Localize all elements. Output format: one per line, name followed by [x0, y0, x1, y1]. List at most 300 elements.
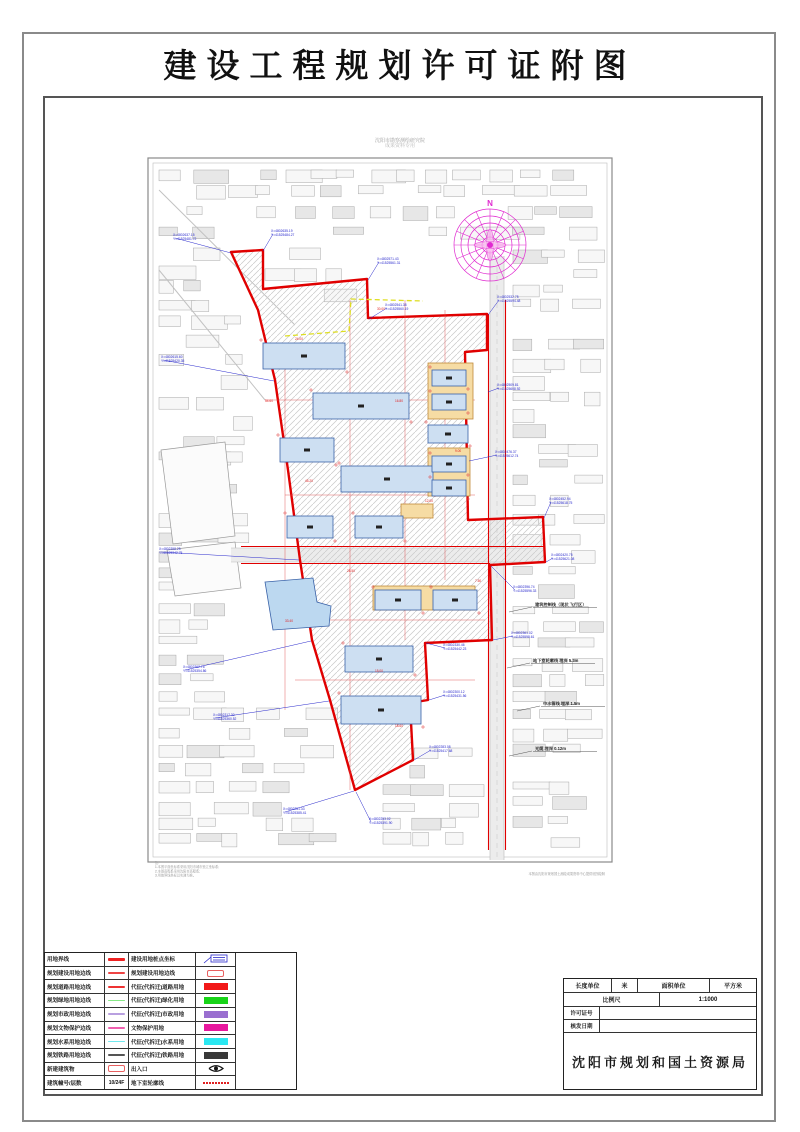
callout-y-label: Y=41525484.27: [271, 233, 295, 237]
city-block: [570, 227, 597, 240]
callout-x-label: X=4802330.46: [443, 643, 465, 647]
city-block: [296, 207, 316, 219]
city-block: [544, 285, 563, 292]
building-core: [358, 405, 364, 408]
note-left-line: 2.本图高程系采用沈阳市高程系;: [155, 869, 200, 874]
legend-left-cell: [45, 1076, 105, 1089]
legend-fill-symbol: [204, 983, 228, 990]
legend-outline-symbol: [108, 1065, 125, 1072]
callout-y-label: Y=41525612.74: [495, 454, 519, 458]
city-block: [573, 299, 601, 308]
callout-x-label: X=4802317.30: [213, 713, 235, 717]
dimension-value: 18.60: [395, 724, 403, 728]
callout-x-label: X=4802532.75: [497, 295, 519, 299]
city-block: [159, 280, 173, 293]
city-block: [187, 655, 223, 664]
city-block: [253, 802, 281, 816]
city-block: [333, 227, 363, 234]
legend-right-label: 代征(代拆迁)绿化用地: [131, 998, 185, 1005]
legend-right-label: 地下室轮廓线: [131, 1080, 165, 1087]
city-block: [571, 551, 595, 564]
legend-right-cell: [129, 1035, 196, 1048]
legend-right-label: 规划建设用地边线: [131, 971, 176, 978]
city-block: [214, 802, 248, 814]
legend-right-symbol-cell: [196, 994, 236, 1007]
annotation-text: 建筑控制线（现状 飞行区）: [535, 602, 587, 607]
callout-y-label: Y=41525621.08: [551, 557, 575, 561]
city-block: [551, 186, 587, 196]
legend-left-cell: [45, 953, 105, 966]
annotation-text: 中水管线 埋深 1.5m: [543, 701, 580, 706]
dimension-value: 24.00: [295, 337, 303, 341]
city-block: [187, 207, 202, 215]
city-block: [279, 833, 314, 844]
legend-left-label: 新建建筑物: [47, 1066, 75, 1073]
city-block: [436, 207, 454, 218]
legend-table: [44, 952, 297, 1090]
callout-x-label: X=4802452.94: [549, 497, 571, 501]
city-block: [224, 316, 240, 324]
legend-left-label: 用地界线: [47, 957, 70, 964]
city-block: [410, 785, 443, 796]
legend-line-symbol: [108, 1013, 125, 1015]
city-block: [198, 818, 215, 826]
legend-right-label: 建设用地桩点坐标: [131, 957, 176, 964]
legend-left-symbol-cell: [105, 967, 129, 980]
legend-left-cell: [45, 967, 105, 980]
city-block: [413, 832, 429, 846]
legend-outline-symbol: [207, 970, 224, 977]
city-block: [383, 804, 415, 812]
callout-y-label: Y=41525596.33: [513, 589, 537, 593]
legend-row: [45, 1063, 236, 1077]
legend-left-symbol-cell: [105, 1063, 129, 1076]
city-block: [358, 186, 383, 194]
city-block: [159, 802, 190, 815]
city-block: [228, 186, 257, 198]
city-block: [545, 359, 564, 370]
city-block: [333, 207, 355, 219]
legend-left-label: 建筑幢号/层数: [47, 1080, 82, 1087]
site-plan-svg: [145, 150, 617, 880]
legend-left-symbol-cell: [105, 1049, 129, 1062]
city-block: [185, 763, 211, 776]
permit-no-value: [600, 1007, 756, 1019]
city-block: [192, 301, 209, 312]
legend-right-label: 代征(代拆迁)道路用地: [131, 984, 185, 991]
city-block: [159, 582, 174, 590]
legend-row: [45, 994, 236, 1008]
legend-line-symbol: [108, 1000, 125, 1002]
city-block: [513, 392, 550, 401]
building-core: [395, 599, 401, 602]
dimension-value: 54.60: [265, 399, 273, 403]
legend-left-cell: [45, 1063, 105, 1076]
callout-x-label: X=4802300.12: [443, 690, 465, 694]
city-block: [544, 729, 568, 741]
legend-row: [45, 980, 236, 994]
legend-right-label: 文物保护用地: [131, 1025, 165, 1032]
city-block: [568, 445, 597, 457]
annotation-text: 光缆 埋深 0.12m: [535, 746, 566, 751]
legend-row: [45, 1008, 236, 1022]
city-block: [550, 535, 580, 545]
city-block: [326, 269, 342, 283]
city-block: [226, 354, 242, 364]
building-core: [445, 433, 451, 436]
callout-x-label: X=4802635.19: [271, 229, 293, 233]
city-block: [290, 248, 321, 260]
city-block: [191, 674, 213, 681]
city-block: [585, 675, 604, 686]
legend-fill-symbol: [204, 1011, 228, 1018]
city-block: [444, 186, 465, 197]
city-block: [568, 729, 602, 738]
callout-y-label: Y=41525608.92: [497, 387, 521, 391]
callout-x-label: X=4802571.43: [377, 257, 399, 261]
city-block: [301, 745, 334, 758]
legend-left-cell: [45, 1022, 105, 1035]
city-block: [429, 227, 447, 236]
city-block: [292, 818, 313, 831]
city-block: [159, 316, 180, 327]
city-block: [320, 186, 341, 197]
city-block: [513, 566, 532, 574]
issue-date-value: [600, 1020, 756, 1032]
note-left-line: 1.本图平面坐标系采用沈阳市城市独立坐标系;: [155, 865, 220, 870]
city-block: [295, 269, 317, 282]
length-unit-value: 米: [612, 979, 638, 992]
building-core: [452, 599, 458, 602]
legend-fill-symbol: [204, 997, 228, 1004]
dimension-value: 33.40: [285, 619, 293, 623]
dimension-value: 9.00: [455, 449, 462, 453]
dimension-value: 15.00: [375, 669, 383, 673]
building-core: [376, 526, 382, 529]
site-plan-map: [145, 150, 617, 880]
legend-line-symbol: [108, 1041, 125, 1043]
city-block: [193, 248, 220, 260]
city-block: [159, 636, 197, 643]
city-block: [195, 692, 225, 702]
city-block: [196, 782, 214, 793]
city-block: [189, 620, 208, 629]
callout-y-label: Y=41525391.90: [369, 821, 393, 825]
callout-x-label: X=4802476.37: [495, 450, 517, 454]
city-block: [514, 186, 547, 197]
map-stamp-line2: 成果资料专用: [384, 143, 415, 149]
legend-row: [45, 1076, 236, 1089]
scale-value: 1:1000: [698, 996, 718, 1003]
legend-right-cell: [129, 953, 196, 966]
legend-right-cell: [129, 967, 196, 980]
city-block: [159, 620, 180, 633]
city-block: [580, 622, 604, 633]
city-block: [574, 514, 604, 523]
city-block: [261, 170, 276, 180]
city-block: [490, 170, 513, 182]
city-block: [574, 270, 597, 278]
city-block: [450, 804, 479, 818]
callout-x-label: X=4802362.78: [183, 665, 205, 669]
city-block: [446, 832, 463, 844]
city-block: [229, 782, 256, 792]
legend-right-label: 代征(代拆迁)水系用地: [131, 1039, 185, 1046]
legend-right-cell: [129, 1008, 196, 1021]
city-block: [194, 170, 229, 183]
callout-y-label: Y=41525431.56: [443, 694, 467, 698]
city-block: [255, 186, 269, 195]
city-block: [187, 745, 224, 757]
legend-line-symbol: [108, 1027, 125, 1029]
entrance-eye-icon: [208, 1064, 224, 1073]
city-block: [229, 728, 250, 739]
dimension-value: 12.00: [425, 499, 433, 503]
legend-line-symbol: [108, 1054, 125, 1056]
compass-center: [487, 242, 493, 248]
callout-y-label: Y=41525360.52: [213, 717, 237, 721]
legend-row: [45, 967, 236, 981]
legend-row: [45, 1035, 236, 1049]
building-core: [376, 658, 382, 661]
legend-line-symbol: [108, 986, 125, 988]
north-label: N: [487, 199, 493, 208]
callout-x-label: X=4802420.75: [551, 553, 573, 557]
city-block: [159, 301, 195, 311]
legend-left-label: 规划铁路用地边线: [47, 1053, 92, 1060]
city-block: [581, 359, 601, 372]
legend-right-symbol-cell: [196, 980, 236, 993]
legend-line-symbol: [108, 972, 125, 974]
city-block: [513, 339, 532, 350]
city-block: [520, 170, 540, 178]
legend-row: [45, 1049, 236, 1063]
city-block: [513, 495, 535, 505]
legend-right-symbol-cell: [196, 1049, 236, 1062]
building-core: [446, 487, 452, 490]
city-block: [544, 622, 576, 632]
legend-right-symbol-cell: [196, 1022, 236, 1035]
building-core: [446, 377, 452, 380]
city-block: [309, 833, 336, 841]
note-left-line: 注:: [155, 861, 160, 865]
note-right: 本图由沈阳市规划国土测绘成果资料中心提供底图绘制: [528, 872, 605, 876]
city-block: [513, 816, 542, 827]
city-block: [194, 604, 225, 616]
city-block: [412, 818, 441, 830]
legend-left-cell: [45, 1035, 105, 1048]
page-title: 建设工程规划许可证附图: [163, 49, 637, 85]
city-block: [257, 708, 280, 719]
city-block: [513, 675, 542, 687]
callout-y-label: Y=41525385.41: [283, 811, 307, 815]
map-stamp-line1: 沈阳市勘察测绘研究院: [374, 138, 425, 144]
legend-left-label: 规划绿地用地边线: [47, 998, 92, 1005]
callout-y-label: Y=41525354.86: [183, 669, 207, 673]
city-block: [565, 709, 591, 719]
legend-text-symbol: 10/24F: [108, 1079, 125, 1086]
city-block: [540, 460, 568, 468]
city-block: [549, 782, 569, 794]
legend-left-symbol-cell: [105, 953, 129, 966]
city-block: [284, 728, 307, 736]
city-block: [513, 410, 534, 423]
building-core: [304, 449, 310, 452]
issue-date-label: 核发日期: [564, 1020, 600, 1032]
building-core: [446, 463, 452, 466]
dimension-value: 7.50: [475, 579, 482, 583]
city-block: [578, 250, 604, 262]
city-block: [192, 316, 228, 330]
dimension-value: 16.80: [395, 399, 403, 403]
city-block: [159, 818, 193, 830]
dimension-value: 45.20: [305, 479, 313, 483]
city-block: [196, 397, 223, 410]
city-block: [263, 782, 289, 793]
city-block: [584, 392, 600, 406]
city-block: [513, 782, 550, 789]
city-block: [550, 675, 565, 687]
callout-x-label: X=4802283.08: [429, 745, 451, 749]
city-block: [441, 818, 455, 827]
city-block: [159, 170, 180, 181]
legend-left-symbol-cell: [105, 1035, 129, 1048]
callout-y-label: Y=41525417.68: [429, 749, 453, 753]
city-block: [553, 170, 574, 180]
legend-left-cell: [45, 994, 105, 1007]
legend-right-symbol-cell: [196, 1076, 236, 1089]
city-block: [234, 417, 253, 431]
coordinate-callout-icon: [203, 954, 229, 964]
city-block: [551, 392, 569, 401]
callout-y-label: Y=41525342.75: [159, 551, 183, 555]
legend-left-symbol-cell: [105, 1076, 129, 1089]
building-core: [378, 709, 384, 712]
city-block: [538, 585, 574, 599]
city-block: [549, 566, 575, 574]
legend-fill-symbol: [204, 1038, 228, 1045]
building-core: [384, 478, 390, 481]
note-left-line: 3.用地界线坐标以实测为准。: [155, 873, 196, 878]
city-block: [159, 728, 179, 738]
city-block: [512, 227, 544, 234]
legend-dash-symbol: [203, 1082, 229, 1084]
city-block: [274, 763, 304, 773]
legend-row: [45, 953, 236, 967]
callout-y-label: Y=41525420.35: [161, 359, 185, 363]
city-block: [541, 299, 559, 311]
city-block: [266, 818, 283, 831]
legend-left-label: 规划建设用地边线: [47, 971, 92, 978]
city-block: [383, 832, 411, 844]
legend-fill-symbol: [204, 1052, 228, 1059]
legend-right-cell: [129, 1022, 196, 1035]
map-notes: [155, 860, 606, 878]
legend-right-cell: [129, 1063, 196, 1076]
legend-left-symbol-cell: [105, 980, 129, 993]
city-block: [159, 604, 191, 614]
callout-x-label: X=4802637.15: [173, 233, 195, 237]
legend-left-cell: [45, 1049, 105, 1062]
legend-left-label: 规划道路用地边线: [47, 984, 92, 991]
legend-right-label: 代征(代拆迁)市政用地: [131, 1012, 185, 1019]
callout-x-label: X=4802615.60: [161, 355, 183, 359]
city-block: [159, 763, 174, 771]
city-block: [311, 170, 337, 178]
legend-right-symbol-cell: [196, 1063, 236, 1076]
compass-icon: [454, 209, 526, 281]
callout-x-label: X=4802398.25: [159, 547, 181, 551]
legend-right-symbol-cell: [196, 953, 236, 966]
city-block: [551, 838, 580, 847]
area-unit-label: 面积单位: [638, 979, 710, 992]
callout-y-label: Y=41525560.19: [385, 307, 409, 311]
city-block: [159, 708, 190, 715]
callout-y-label: Y=41525594.48: [497, 299, 521, 303]
legend-right-cell: [129, 1076, 196, 1089]
city-block: [159, 692, 177, 701]
city-block: [513, 709, 531, 718]
legend-right-cell: [129, 980, 196, 993]
legend-line-symbol: [108, 958, 125, 961]
city-block: [548, 816, 568, 823]
scale-label: 比例尺: [564, 993, 660, 1006]
legend-left-label: 规划文物保护边线: [47, 1025, 92, 1032]
callout-y-label: Y=41525618.75: [549, 501, 573, 505]
legend-right-label: 出入口: [131, 1066, 148, 1073]
building-core: [446, 401, 452, 404]
legend-empty-cell: [236, 953, 296, 1089]
dimension-value: 28.50: [347, 569, 355, 573]
legend-right-symbol-cell: [196, 1035, 236, 1048]
callout-y-label: Y=41525598.61: [511, 635, 535, 639]
city-block: [243, 763, 264, 773]
area-unit-value: 平方米: [723, 984, 742, 990]
city-block: [575, 475, 603, 483]
legend-right-label: 代征(代拆迁)铁路用地: [131, 1053, 185, 1060]
city-block: [410, 766, 425, 779]
city-block: [560, 207, 592, 218]
permit-no-label: 许可证号: [564, 1007, 600, 1019]
city-block: [508, 207, 532, 220]
building-retained: [401, 504, 433, 518]
legend-right-cell: [129, 994, 196, 1007]
legend-rows: [45, 953, 236, 1089]
legend-right-cell: [129, 1049, 196, 1062]
callout-y-label: Y=41525481.72: [173, 237, 197, 241]
city-block: [257, 207, 276, 218]
city-block: [513, 729, 534, 742]
callout-x-label: X=4802396.74: [513, 585, 535, 589]
callout-y-label: Y=41525561.31: [377, 261, 401, 265]
city-block: [535, 207, 557, 215]
city-block: [220, 745, 254, 757]
city-block: [513, 425, 546, 438]
map-stamp: [300, 139, 500, 149]
city-block: [513, 797, 542, 806]
city-block: [553, 797, 587, 810]
city-block: [159, 674, 181, 685]
city-block: [159, 833, 191, 843]
city-block: [425, 170, 447, 183]
city-block: [513, 475, 527, 485]
callout-x-label: X=4802253.02: [369, 817, 391, 821]
city-block: [513, 607, 535, 614]
legend-right-symbol-cell: [196, 967, 236, 980]
city-block: [184, 280, 201, 291]
agency-name: 沈阳市规划和国土资源局: [571, 1055, 748, 1070]
callout-x-label: X=4802541.38: [385, 303, 407, 307]
